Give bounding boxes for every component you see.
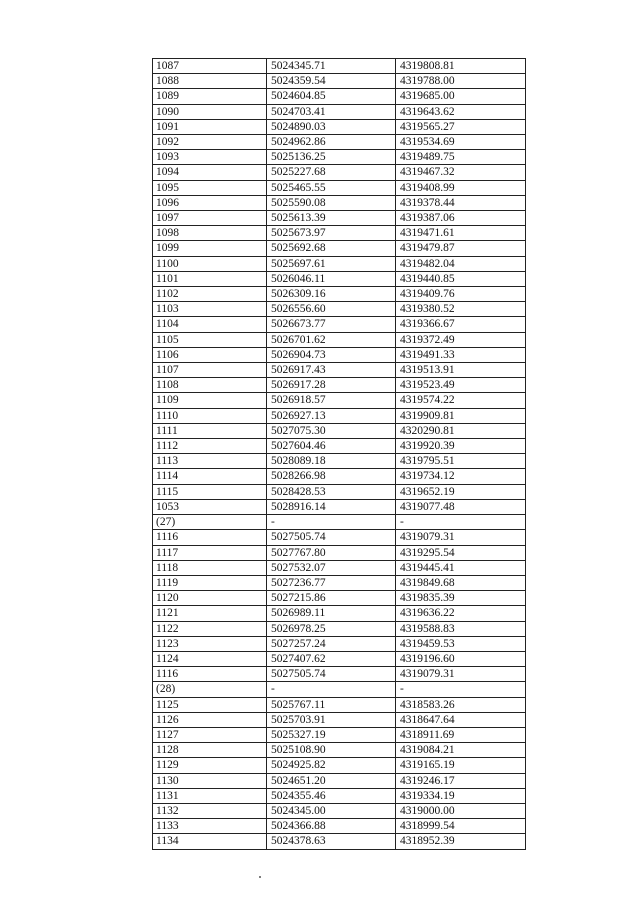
x-coordinate-cell: 5028266.98 bbox=[267, 469, 396, 484]
point-id-cell: 1102 bbox=[153, 287, 267, 302]
x-coordinate-cell: 5025227.68 bbox=[267, 165, 396, 180]
y-coordinate-cell: 4319467.32 bbox=[396, 165, 526, 180]
point-id-cell: 1093 bbox=[153, 150, 267, 165]
point-id-cell: 1126 bbox=[153, 712, 267, 727]
y-coordinate-cell: 4319795.51 bbox=[396, 454, 526, 469]
x-coordinate-cell: 5028428.53 bbox=[267, 484, 396, 499]
point-id-cell: 1129 bbox=[153, 758, 267, 773]
point-id-cell: 1121 bbox=[153, 606, 267, 621]
y-coordinate-cell: 4320290.81 bbox=[396, 423, 526, 438]
point-id-cell: 1101 bbox=[153, 271, 267, 286]
point-id-cell: 1113 bbox=[153, 454, 267, 469]
point-id-cell: 1105 bbox=[153, 332, 267, 347]
coordinates-table bbox=[152, 58, 526, 850]
y-coordinate-cell: 4319380.52 bbox=[396, 302, 526, 317]
point-id-cell: 1131 bbox=[153, 788, 267, 803]
y-coordinate-cell: 4319387.06 bbox=[396, 211, 526, 226]
y-coordinate-cell: 4319636.22 bbox=[396, 606, 526, 621]
x-coordinate-cell: 5027532.07 bbox=[267, 560, 396, 575]
x-coordinate-cell: 5024378.63 bbox=[267, 834, 396, 849]
point-id-cell: 1130 bbox=[153, 773, 267, 788]
point-id-cell: 1099 bbox=[153, 241, 267, 256]
x-coordinate-cell: 5026904.73 bbox=[267, 347, 396, 362]
point-id-cell: 1115 bbox=[153, 484, 267, 499]
x-coordinate-cell: 5026917.43 bbox=[267, 363, 396, 378]
table-row bbox=[153, 378, 526, 393]
coordinates-table-body bbox=[153, 59, 526, 850]
point-id-cell: 1092 bbox=[153, 135, 267, 150]
table-row bbox=[153, 408, 526, 423]
x-coordinate-cell: 5024651.20 bbox=[267, 773, 396, 788]
table-row bbox=[153, 165, 526, 180]
table-row bbox=[153, 636, 526, 651]
point-id-cell: 1090 bbox=[153, 104, 267, 119]
x-coordinate-cell: 5027505.74 bbox=[267, 667, 396, 682]
y-coordinate-cell: 4319295.54 bbox=[396, 545, 526, 560]
x-coordinate-cell: 5025613.39 bbox=[267, 211, 396, 226]
point-id-cell: 1117 bbox=[153, 545, 267, 560]
x-coordinate-cell: 5026978.25 bbox=[267, 621, 396, 636]
y-coordinate-cell: 4319523.49 bbox=[396, 378, 526, 393]
table-row bbox=[153, 758, 526, 773]
point-id-cell: 1116 bbox=[153, 667, 267, 682]
y-coordinate-cell: 4319482.04 bbox=[396, 256, 526, 271]
table-row bbox=[153, 256, 526, 271]
x-coordinate-cell: 5025692.68 bbox=[267, 241, 396, 256]
point-id-cell: 1096 bbox=[153, 195, 267, 210]
y-coordinate-cell: 4319445.41 bbox=[396, 560, 526, 575]
table-row bbox=[153, 89, 526, 104]
point-id-cell: 1114 bbox=[153, 469, 267, 484]
point-id-cell: 1104 bbox=[153, 317, 267, 332]
y-coordinate-cell: 4319565.27 bbox=[396, 119, 526, 134]
table-row bbox=[153, 104, 526, 119]
point-id-cell: 1094 bbox=[153, 165, 267, 180]
y-coordinate-cell: 4319079.31 bbox=[396, 530, 526, 545]
table-row bbox=[153, 743, 526, 758]
point-id-cell: (27) bbox=[153, 515, 267, 530]
point-id-cell: 1125 bbox=[153, 697, 267, 712]
x-coordinate-cell: 5025327.19 bbox=[267, 727, 396, 742]
table-row bbox=[153, 575, 526, 590]
x-coordinate-cell: 5028916.14 bbox=[267, 499, 396, 514]
y-coordinate-cell: 4319734.12 bbox=[396, 469, 526, 484]
table-row bbox=[153, 454, 526, 469]
table-row bbox=[153, 560, 526, 575]
x-coordinate-cell: 5024345.71 bbox=[267, 59, 396, 74]
point-id-cell: 1107 bbox=[153, 363, 267, 378]
y-coordinate-cell: 4319574.22 bbox=[396, 393, 526, 408]
x-coordinate-cell: 5026918.57 bbox=[267, 393, 396, 408]
page-mark bbox=[259, 876, 261, 878]
point-id-cell: 1095 bbox=[153, 180, 267, 195]
table-row bbox=[153, 530, 526, 545]
y-coordinate-cell: 4319652.19 bbox=[396, 484, 526, 499]
y-coordinate-cell: 4318583.26 bbox=[396, 697, 526, 712]
table-row bbox=[153, 332, 526, 347]
y-coordinate-cell: 4319409.76 bbox=[396, 287, 526, 302]
table-row bbox=[153, 484, 526, 499]
x-coordinate-cell: 5026701.62 bbox=[267, 332, 396, 347]
table-row bbox=[153, 226, 526, 241]
table-row bbox=[153, 195, 526, 210]
x-coordinate-cell: 5025108.90 bbox=[267, 743, 396, 758]
table-row bbox=[153, 499, 526, 514]
y-coordinate-cell: 4319459.53 bbox=[396, 636, 526, 651]
table-row bbox=[153, 697, 526, 712]
x-coordinate-cell: 5027407.62 bbox=[267, 651, 396, 666]
x-coordinate-cell: 5027215.86 bbox=[267, 591, 396, 606]
x-coordinate-cell: 5027075.30 bbox=[267, 423, 396, 438]
table-row bbox=[153, 271, 526, 286]
point-id-cell: 1097 bbox=[153, 211, 267, 226]
y-coordinate-cell: 4319077.48 bbox=[396, 499, 526, 514]
x-coordinate-cell: 5024962.86 bbox=[267, 135, 396, 150]
table-row bbox=[153, 621, 526, 636]
table-row bbox=[153, 150, 526, 165]
table-row bbox=[153, 712, 526, 727]
y-coordinate-cell: 4319920.39 bbox=[396, 439, 526, 454]
point-id-cell: (28) bbox=[153, 682, 267, 697]
table-row bbox=[153, 773, 526, 788]
y-coordinate-cell: 4319079.31 bbox=[396, 667, 526, 682]
y-coordinate-cell: 4319408.99 bbox=[396, 180, 526, 195]
x-coordinate-cell: 5025590.08 bbox=[267, 195, 396, 210]
x-coordinate-cell: 5024366.88 bbox=[267, 819, 396, 834]
y-coordinate-cell: 4319849.68 bbox=[396, 575, 526, 590]
x-coordinate-cell: 5027505.74 bbox=[267, 530, 396, 545]
table-row bbox=[153, 363, 526, 378]
table-row bbox=[153, 834, 526, 849]
point-id-cell: 1098 bbox=[153, 226, 267, 241]
x-coordinate-cell: 5025465.55 bbox=[267, 180, 396, 195]
point-id-cell: 1106 bbox=[153, 347, 267, 362]
y-coordinate-cell: 4319165.19 bbox=[396, 758, 526, 773]
table-row bbox=[153, 819, 526, 834]
x-coordinate-cell: 5024925.82 bbox=[267, 758, 396, 773]
x-coordinate-cell: 5027767.80 bbox=[267, 545, 396, 560]
x-coordinate-cell: 5026556.60 bbox=[267, 302, 396, 317]
point-id-cell: 1133 bbox=[153, 819, 267, 834]
y-coordinate-cell: 4319534.69 bbox=[396, 135, 526, 150]
point-id-cell: 1089 bbox=[153, 89, 267, 104]
x-coordinate-cell: - bbox=[267, 515, 396, 530]
x-coordinate-cell: 5025703.91 bbox=[267, 712, 396, 727]
y-coordinate-cell: 4319685.00 bbox=[396, 89, 526, 104]
table-row bbox=[153, 119, 526, 134]
y-coordinate-cell: 4319489.75 bbox=[396, 150, 526, 165]
x-coordinate-cell: 5024345.00 bbox=[267, 803, 396, 818]
table-row bbox=[153, 727, 526, 742]
y-coordinate-cell: 4319471.61 bbox=[396, 226, 526, 241]
table-row bbox=[153, 74, 526, 89]
table-row bbox=[153, 651, 526, 666]
table-row bbox=[153, 211, 526, 226]
point-id-cell: 1111 bbox=[153, 423, 267, 438]
y-coordinate-cell: 4319491.33 bbox=[396, 347, 526, 362]
table-row bbox=[153, 347, 526, 362]
table-row bbox=[153, 667, 526, 682]
y-coordinate-cell: 4318999.54 bbox=[396, 819, 526, 834]
y-coordinate-cell: 4319513.91 bbox=[396, 363, 526, 378]
point-id-cell: 1091 bbox=[153, 119, 267, 134]
x-coordinate-cell: 5027236.77 bbox=[267, 575, 396, 590]
point-id-cell: 1118 bbox=[153, 560, 267, 575]
table-row bbox=[153, 439, 526, 454]
x-coordinate-cell: 5026309.16 bbox=[267, 287, 396, 302]
x-coordinate-cell: 5026989.11 bbox=[267, 606, 396, 621]
y-coordinate-cell: 4319334.19 bbox=[396, 788, 526, 803]
y-coordinate-cell: 4319084.21 bbox=[396, 743, 526, 758]
x-coordinate-cell: 5024359.54 bbox=[267, 74, 396, 89]
x-coordinate-cell: 5024604.85 bbox=[267, 89, 396, 104]
table-row bbox=[153, 135, 526, 150]
x-coordinate-cell: 5026927.13 bbox=[267, 408, 396, 423]
y-coordinate-cell: 4319366.67 bbox=[396, 317, 526, 332]
x-coordinate-cell: 5027604.46 bbox=[267, 439, 396, 454]
y-coordinate-cell: 4319788.00 bbox=[396, 74, 526, 89]
y-coordinate-cell: 4318911.69 bbox=[396, 727, 526, 742]
table-row bbox=[153, 59, 526, 74]
y-coordinate-cell: - bbox=[396, 515, 526, 530]
y-coordinate-cell: 4319479.87 bbox=[396, 241, 526, 256]
table-row bbox=[153, 515, 526, 530]
point-id-cell: 1124 bbox=[153, 651, 267, 666]
table-row bbox=[153, 241, 526, 256]
point-id-cell: 1100 bbox=[153, 256, 267, 271]
y-coordinate-cell: 4318647.64 bbox=[396, 712, 526, 727]
table-row bbox=[153, 803, 526, 818]
y-coordinate-cell: - bbox=[396, 682, 526, 697]
y-coordinate-cell: 4319643.62 bbox=[396, 104, 526, 119]
y-coordinate-cell: 4319196.60 bbox=[396, 651, 526, 666]
point-id-cell: 1132 bbox=[153, 803, 267, 818]
point-id-cell: 1108 bbox=[153, 378, 267, 393]
point-id-cell: 1088 bbox=[153, 74, 267, 89]
table-row bbox=[153, 682, 526, 697]
point-id-cell: 1110 bbox=[153, 408, 267, 423]
y-coordinate-cell: 4319378.44 bbox=[396, 195, 526, 210]
y-coordinate-cell: 4319000.00 bbox=[396, 803, 526, 818]
table-row bbox=[153, 423, 526, 438]
x-coordinate-cell: 5024355.46 bbox=[267, 788, 396, 803]
table-row bbox=[153, 469, 526, 484]
y-coordinate-cell: 4319246.17 bbox=[396, 773, 526, 788]
table-row bbox=[153, 393, 526, 408]
x-coordinate-cell: 5026917.28 bbox=[267, 378, 396, 393]
x-coordinate-cell: 5025673.97 bbox=[267, 226, 396, 241]
point-id-cell: 1087 bbox=[153, 59, 267, 74]
x-coordinate-cell: 5027257.24 bbox=[267, 636, 396, 651]
point-id-cell: 1122 bbox=[153, 621, 267, 636]
table-row bbox=[153, 287, 526, 302]
x-coordinate-cell: - bbox=[267, 682, 396, 697]
point-id-cell: 1119 bbox=[153, 575, 267, 590]
x-coordinate-cell: 5025697.61 bbox=[267, 256, 396, 271]
y-coordinate-cell: 4318952.39 bbox=[396, 834, 526, 849]
y-coordinate-cell: 4319372.49 bbox=[396, 332, 526, 347]
x-coordinate-cell: 5025136.25 bbox=[267, 150, 396, 165]
y-coordinate-cell: 4319440.85 bbox=[396, 271, 526, 286]
table-row bbox=[153, 788, 526, 803]
point-id-cell: 1116 bbox=[153, 530, 267, 545]
point-id-cell: 1053 bbox=[153, 499, 267, 514]
point-id-cell: 1112 bbox=[153, 439, 267, 454]
point-id-cell: 1134 bbox=[153, 834, 267, 849]
point-id-cell: 1123 bbox=[153, 636, 267, 651]
table-row bbox=[153, 317, 526, 332]
x-coordinate-cell: 5024703.41 bbox=[267, 104, 396, 119]
y-coordinate-cell: 4319909.81 bbox=[396, 408, 526, 423]
point-id-cell: 1127 bbox=[153, 727, 267, 742]
point-id-cell: 1109 bbox=[153, 393, 267, 408]
table-row bbox=[153, 591, 526, 606]
y-coordinate-cell: 4319835.39 bbox=[396, 591, 526, 606]
y-coordinate-cell: 4319588.83 bbox=[396, 621, 526, 636]
point-id-cell: 1120 bbox=[153, 591, 267, 606]
x-coordinate-cell: 5024890.03 bbox=[267, 119, 396, 134]
y-coordinate-cell: 4319808.81 bbox=[396, 59, 526, 74]
x-coordinate-cell: 5026046.11 bbox=[267, 271, 396, 286]
table-row bbox=[153, 180, 526, 195]
point-id-cell: 1128 bbox=[153, 743, 267, 758]
table-row bbox=[153, 606, 526, 621]
point-id-cell: 1103 bbox=[153, 302, 267, 317]
x-coordinate-cell: 5028089.18 bbox=[267, 454, 396, 469]
x-coordinate-cell: 5026673.77 bbox=[267, 317, 396, 332]
table-row bbox=[153, 545, 526, 560]
table-row bbox=[153, 302, 526, 317]
x-coordinate-cell: 5025767.11 bbox=[267, 697, 396, 712]
